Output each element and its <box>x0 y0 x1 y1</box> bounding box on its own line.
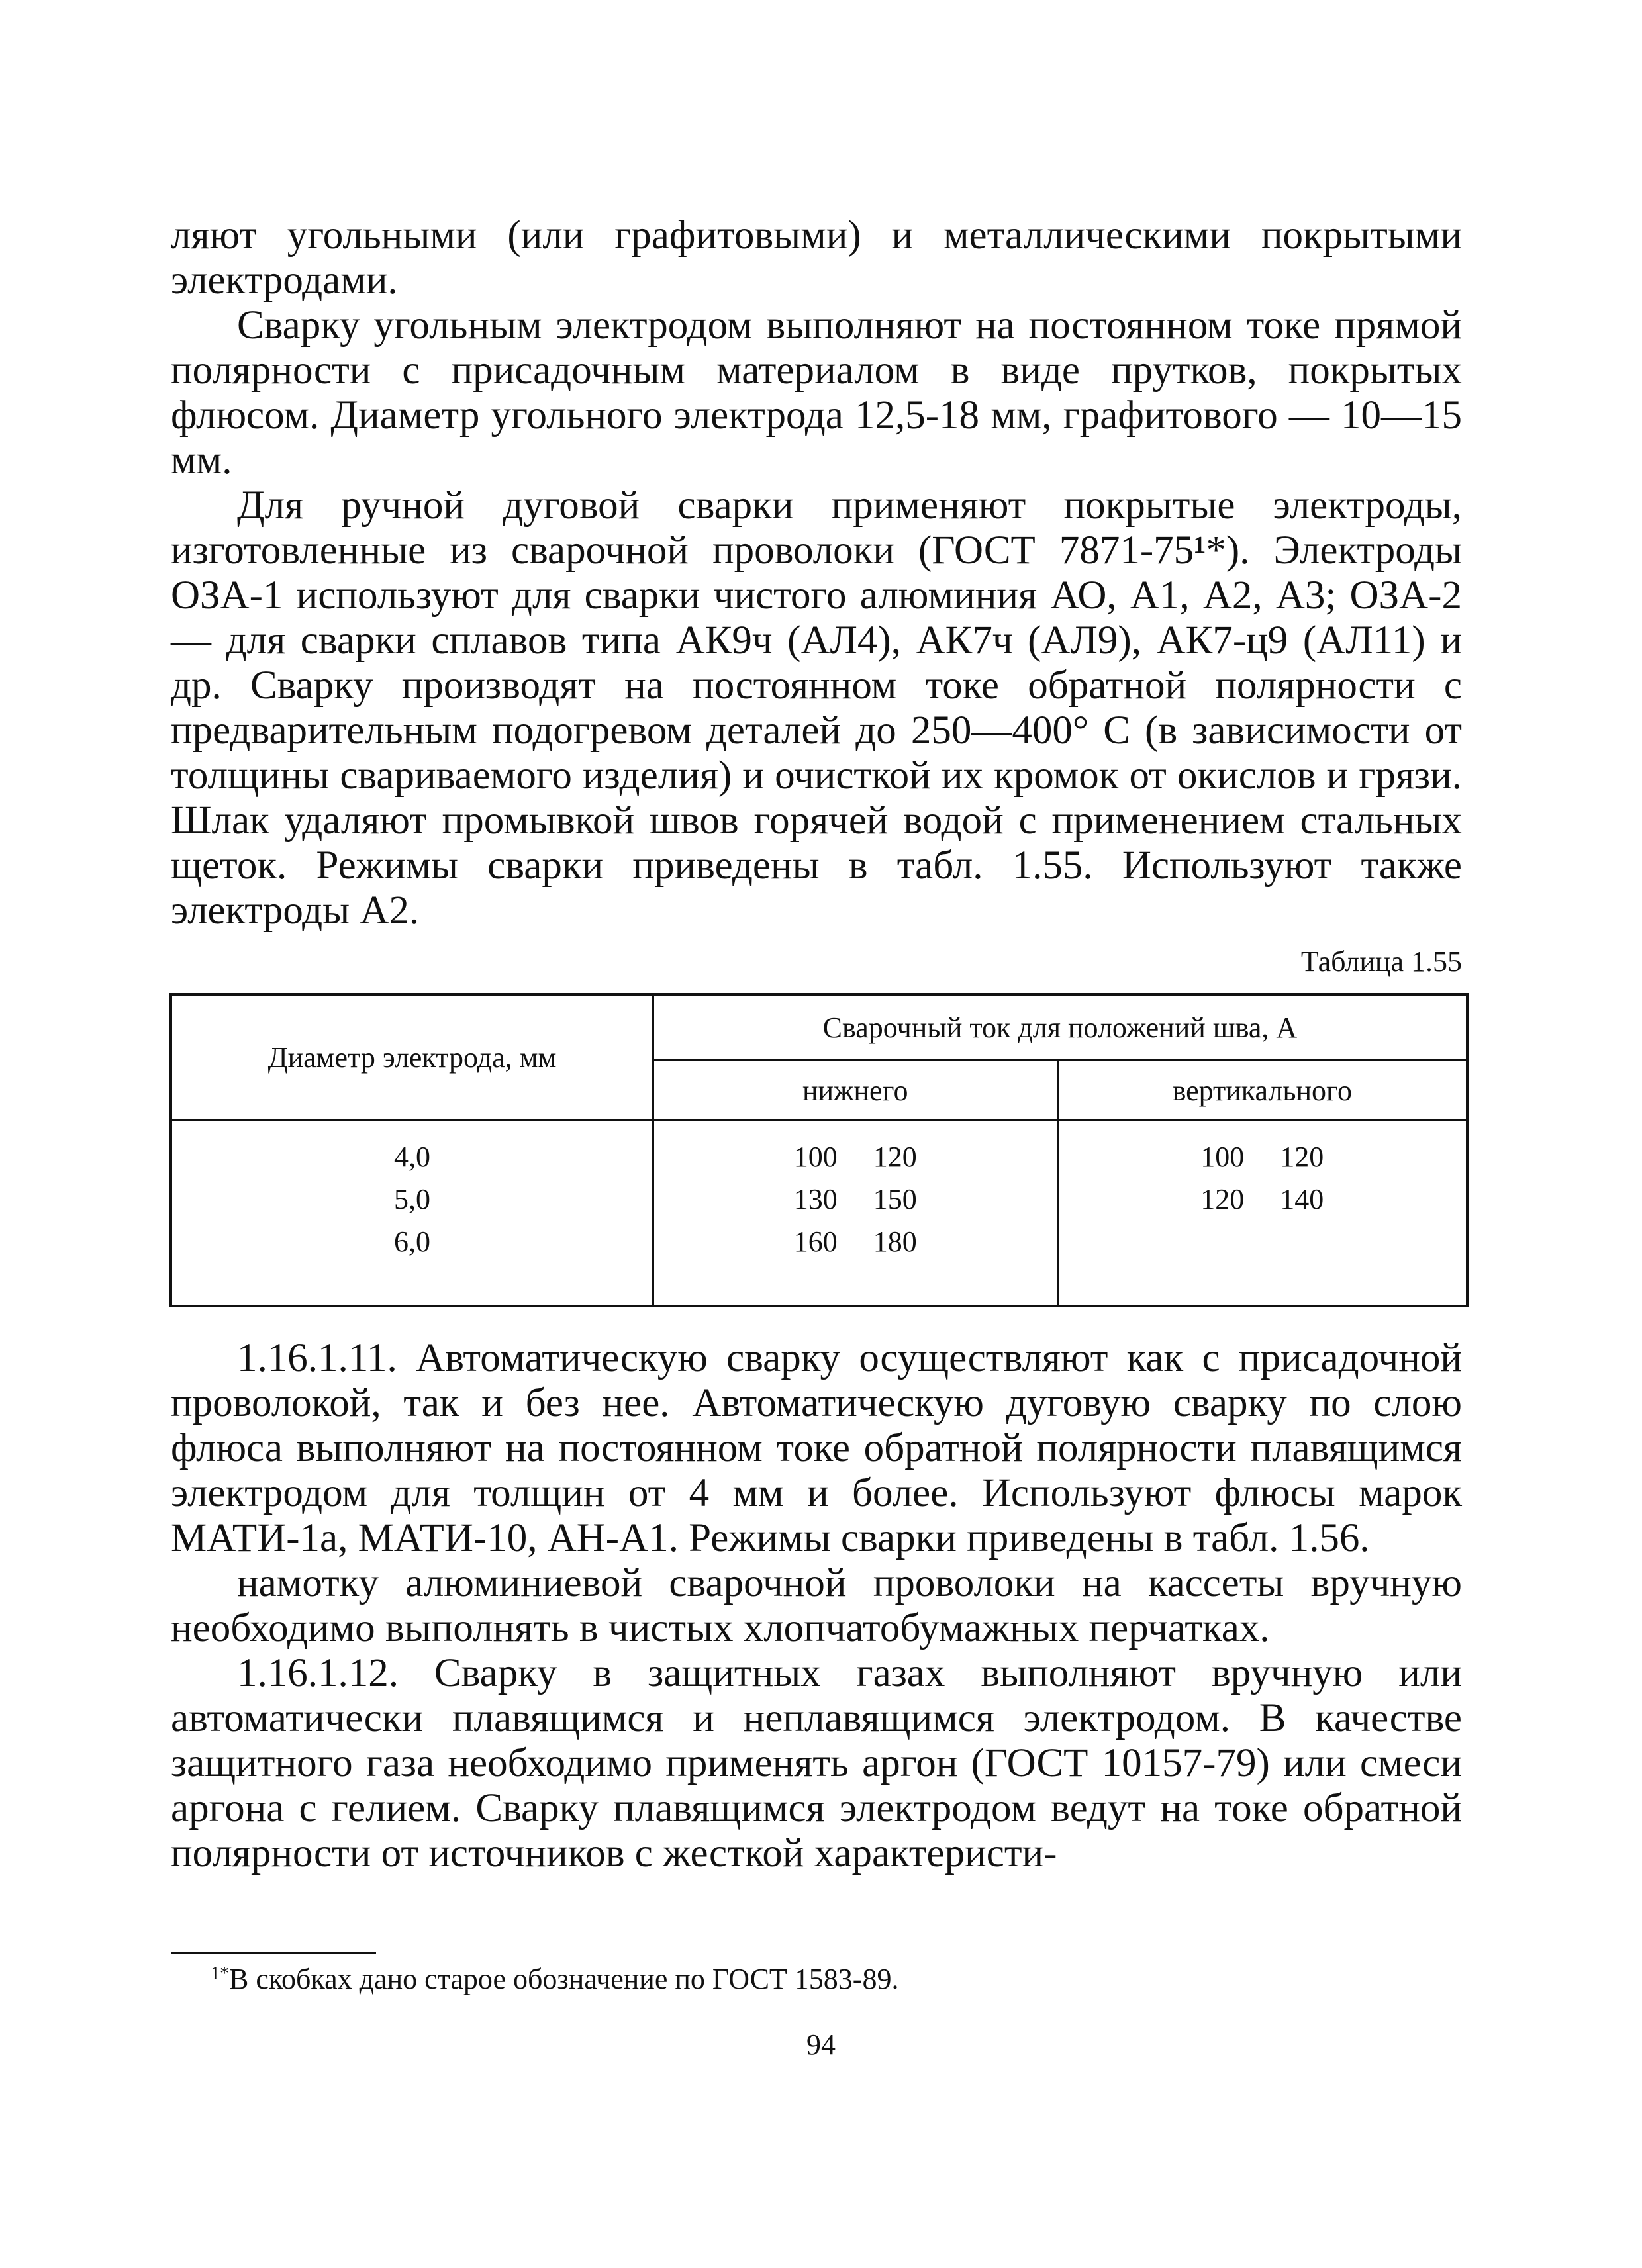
current-min: 120 <box>1200 1183 1245 1215</box>
diameter-value: 4,0 <box>393 1141 430 1173</box>
header-vertical: вертикального <box>1057 1061 1467 1121</box>
text-block-bottom <box>171 1336 1462 1876</box>
current-max: 120 <box>873 1141 917 1173</box>
page-number: 94 <box>806 2028 836 2061</box>
current-min: 100 <box>793 1141 838 1173</box>
header-diameter: Диаметр электрода, мм <box>171 994 653 1121</box>
paragraph: намотку алюминиевой сварочной проволоки на кассеты вручную необходимо выполнять в чистых хлопчатобумажных перчатках. <box>171 1561 1462 1650</box>
paragraph: Сварку угольным электродом выполняют на постоянном токе прямой полярности с присадочным материалом в виде прутков, покрытых флюсом. Диаметр угольного электрода 12,5-18 мм, графитового — 10—15 мм. <box>171 303 1462 483</box>
footnote-rule <box>171 1952 376 1954</box>
cell-vertical-currents <box>1057 1121 1467 1307</box>
current-range <box>1200 1136 1324 1178</box>
current-max: 180 <box>873 1225 917 1258</box>
footnote <box>211 1956 898 1998</box>
current-min: 160 <box>793 1225 838 1258</box>
paragraph: 1.16.1.12. Сварку в защитных газах выполняют вручную или автоматически плавящимся и неплавящимся электродом. В качестве защитного газа необходимо применять аргон (ГОСТ 10157-79) или смеси аргона с гелием. Сварку плавящимся электродом ведут на токе обратной полярности от источников с жесткой характеристи- <box>171 1651 1462 1875</box>
current-max: 120 <box>1280 1141 1324 1173</box>
paragraph: ляют угольными (или графитовыми) и металлическими покрытыми электродами. <box>171 213 1462 303</box>
table-caption: Таблица 1.55 <box>1300 945 1462 978</box>
current-range <box>794 1136 917 1178</box>
header-lower: нижнего <box>653 1061 1057 1121</box>
current-min: 130 <box>793 1183 838 1215</box>
current-range <box>794 1178 917 1221</box>
current-max: 150 <box>873 1183 917 1215</box>
diameter-value: 5,0 <box>393 1183 430 1215</box>
current-range <box>1200 1178 1324 1221</box>
welding-current-table <box>169 993 1469 1307</box>
current-range <box>794 1221 917 1263</box>
cell-lower-currents <box>653 1121 1057 1307</box>
cell-diameters <box>171 1121 653 1307</box>
footnote-text: В скобках дано старое обозначение по ГОСТ 1583-89. <box>229 1963 899 1995</box>
paragraph: 1.16.1.11. Автоматическую сварку осуществляют как с присадочной проволокой, так и без нее. Автоматическую дуговую сварку по слою флюса выполняют на постоянном токе обратной полярности плавящимся электродом для толщин от 4 мм и более. Используют флюсы марок МАТИ-1а, МАТИ-10, АН-А1. Режимы сварки приведены в табл. 1.56. <box>171 1336 1462 1560</box>
current-min: 100 <box>1200 1141 1245 1173</box>
footnote-marker: 1* <box>211 1963 229 1984</box>
paragraph: Для ручной дуговой сварки применяют покрытые электроды, изготовленные из сварочной проволоки (ГОСТ 7871-75¹*). Электроды ОЗА-1 используют для сварки чистого алюминия АО, А1, А2, А3; ОЗА-2 — для сварки сплавов типа АК9ч (АЛ4), АК7ч (АЛ9), АК7-ц9 (АЛ11) и др. Сварку производят на постоянном токе обратной полярности с предварительным подогревом деталей до 250—400° С (в зависимости от толщины свариваемого изделия) и очисткой их кромок от окислов и грязи. Шлак удаляют промывкой швов горячей водой с применением стальных щеток. Режимы сварки приведены в табл. 1.55. Используют также электроды А2. <box>171 483 1462 933</box>
text-block-top <box>171 213 1462 933</box>
diameter-value: 6,0 <box>393 1225 430 1258</box>
header-current: Сварочный ток для положений шва, А <box>653 994 1467 1061</box>
current-max: 140 <box>1280 1183 1324 1215</box>
